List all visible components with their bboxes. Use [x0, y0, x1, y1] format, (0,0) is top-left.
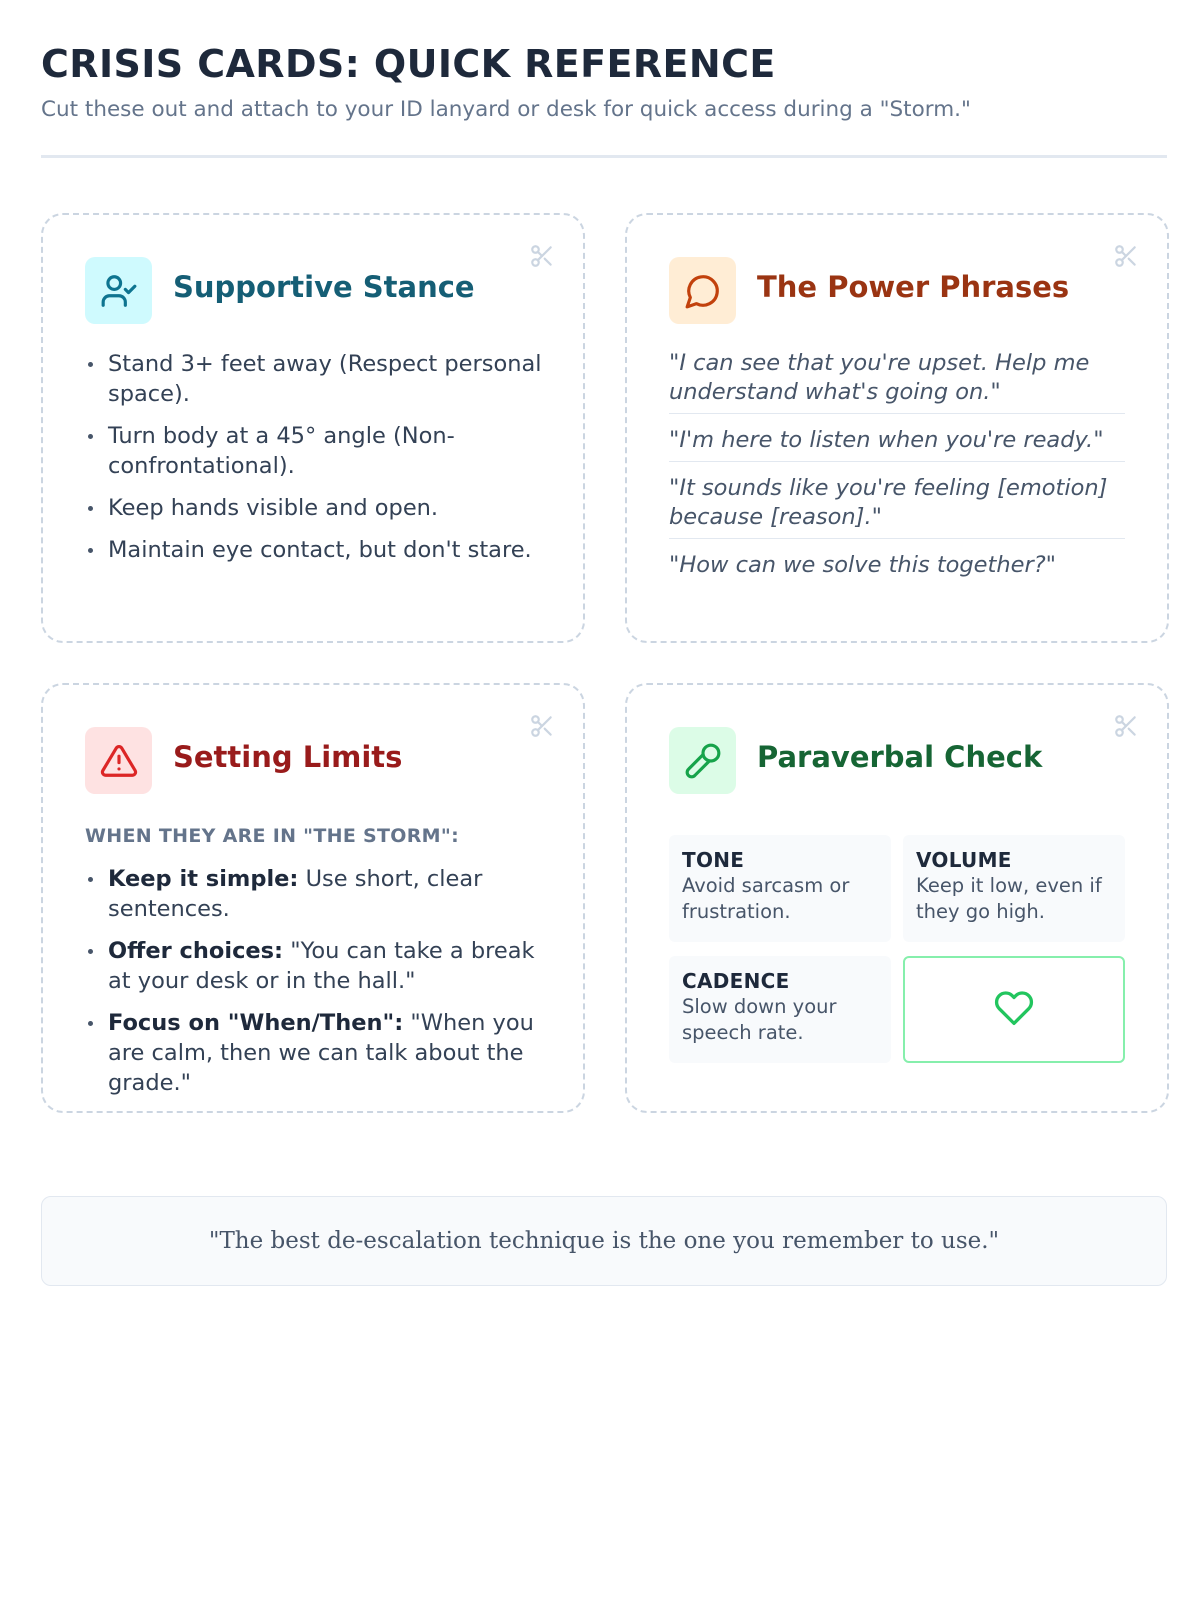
storm-subheading: WHEN THEY ARE IN "THE STORM":	[85, 825, 459, 847]
heart-icon	[994, 988, 1034, 1032]
check-text: Keep it low, even if they go high.	[916, 874, 1102, 923]
stance-list	[85, 349, 545, 577]
footer-quote-box	[41, 1196, 1167, 1286]
check-tone	[669, 835, 891, 942]
card-title: Supportive Stance	[173, 270, 475, 304]
item-text: "You can take a break at your desk or in the hall."	[108, 938, 535, 994]
warning-triangle-icon	[85, 727, 152, 794]
list-item	[85, 1008, 545, 1098]
page-title: CRISIS CARDS: QUICK REFERENCE	[41, 42, 776, 86]
scissors-icon	[1113, 713, 1139, 739]
item-lead: Offer choices:	[108, 938, 284, 964]
list-item	[85, 864, 545, 924]
scissors-icon	[529, 713, 555, 739]
check-volume	[903, 835, 1125, 942]
phrases-list	[669, 349, 1125, 598]
list-item: Turn body at a 45° angle (Non-confrontational).	[85, 421, 545, 481]
item-lead: Focus on "When/Then":	[108, 1010, 404, 1036]
card-setting-limits	[41, 683, 585, 1113]
list-item: Keep hands visible and open.	[85, 493, 545, 523]
phrase-item: "I can see that you're upset. Help me understand what's going on."	[669, 349, 1125, 414]
phrase-item: "How can we solve this together?"	[669, 552, 1056, 578]
microphone-icon	[669, 727, 736, 794]
card-title: Paraverbal Check	[757, 740, 1043, 774]
list-item	[85, 936, 545, 996]
check-text: Slow down your speech rate.	[682, 995, 837, 1044]
list-item: Stand 3+ feet away (Respect personal space).	[85, 349, 545, 409]
check-label: VOLUME	[916, 848, 1012, 872]
item-lead: Keep it simple:	[108, 866, 299, 892]
check-text: Avoid sarcasm or frustration.	[682, 874, 850, 923]
speech-bubble-icon	[669, 257, 736, 324]
card-supportive-stance	[41, 213, 585, 643]
card-title: The Power Phrases	[757, 270, 1070, 304]
footer-quote: "The best de-escalation technique is the one you remember to use."	[208, 1228, 1000, 1254]
card-paraverbal-check	[625, 683, 1169, 1113]
check-label: TONE	[682, 848, 745, 872]
phrase-item: "It sounds like you're feeling [emotion] because [reason]."	[669, 474, 1125, 539]
card-power-phrases	[625, 213, 1169, 643]
header-divider	[41, 155, 1167, 158]
paraverbal-grid	[669, 835, 1125, 1063]
card-title: Setting Limits	[173, 740, 403, 774]
list-item: Maintain eye contact, but don't stare.	[85, 535, 545, 565]
heart-cell	[903, 956, 1125, 1063]
check-cadence	[669, 956, 891, 1063]
page-subtitle: Cut these out and attach to your ID lanyard or desk for quick access during a "Storm."	[41, 97, 971, 122]
user-check-icon	[85, 257, 152, 324]
check-label: CADENCE	[682, 969, 790, 993]
phrase-item: "I'm here to listen when you're ready."	[669, 426, 1125, 462]
item-text: "When you are calm, then we can talk about the grade."	[108, 1010, 534, 1096]
limits-list	[85, 864, 545, 1110]
item-text: Use short, clear sentences.	[108, 866, 483, 922]
scissors-icon	[529, 243, 555, 269]
scissors-icon	[1113, 243, 1139, 269]
